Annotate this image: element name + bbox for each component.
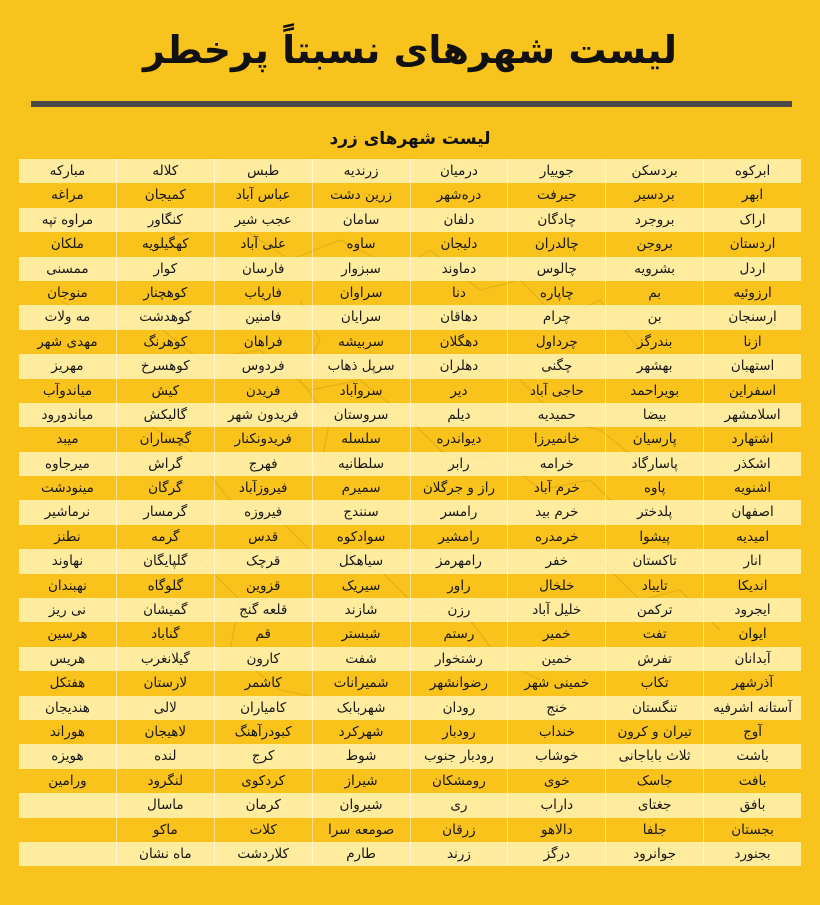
table-row [19, 183, 801, 207]
page-title: لیست شهرهای نسبتاً پرخطر [142, 28, 678, 72]
city-cell: کلات [214, 818, 312, 842]
city-cell: عباس آباد [214, 183, 312, 207]
city-cell: گرمسار [116, 500, 214, 524]
city-cell: میاندورود [19, 403, 116, 427]
city-cell: اردل [703, 257, 801, 281]
table-row [19, 427, 801, 451]
city-cell: زرند [410, 842, 508, 866]
city-cell: امیدیه [703, 525, 801, 549]
city-cell: مهریز [19, 354, 116, 378]
city-cell: خنداب [507, 720, 605, 744]
city-cell: گرگان [116, 476, 214, 500]
city-cell: چادگان [507, 208, 605, 232]
city-cell: بروجن [605, 232, 703, 256]
city-cell: دماوند [410, 257, 508, 281]
city-cell: کردکوی [214, 769, 312, 793]
city-cell: فریدون شهر [214, 403, 312, 427]
city-cell: دهاقان [410, 305, 508, 329]
table-row [19, 403, 801, 427]
city-cell: سرپل ذهاب [312, 354, 410, 378]
city-cell: جغتای [605, 793, 703, 817]
city-cell: مبارکه [19, 159, 116, 183]
table-row [19, 476, 801, 500]
city-cell: کیش [116, 379, 214, 403]
city-cell: کلاله [116, 159, 214, 183]
city-cell: رامشیر [410, 525, 508, 549]
city-cell: خمین [507, 647, 605, 671]
city-cell: سروستان [312, 403, 410, 427]
city-cell: فهرج [214, 452, 312, 476]
city-cell: چگنی [507, 354, 605, 378]
city-cell: مراوه تپه [19, 208, 116, 232]
city-cell: خلیل آباد [507, 598, 605, 622]
city-cell: جوییار [507, 159, 605, 183]
city-cell: فریدونکنار [214, 427, 312, 451]
city-cell: گالیکش [116, 403, 214, 427]
city-cell: علی آباد [214, 232, 312, 256]
city-cell: رشتخوار [410, 647, 508, 671]
city-cell: ترکمن [605, 598, 703, 622]
city-cell: زرقان [410, 818, 508, 842]
city-cell: رامسر [410, 500, 508, 524]
city-cell: رومشکان [410, 769, 508, 793]
city-cell: خلخال [507, 574, 605, 598]
city-cell: رودبار [410, 720, 508, 744]
table-row [19, 500, 801, 524]
city-cell: ایجرود [703, 598, 801, 622]
city-cell: رزن [410, 598, 508, 622]
city-cell: نی ریز [19, 598, 116, 622]
city-cell: مهدی شهر [19, 330, 116, 354]
city-cell: گمیشان [116, 598, 214, 622]
city-cell: قدس [214, 525, 312, 549]
city-cell: دهگلان [410, 330, 508, 354]
table-subtitle: لیست شهرهای زرد [329, 129, 491, 149]
city-cell: جوانرود [605, 842, 703, 866]
city-cell: ایوان [703, 622, 801, 646]
city-cell: سامان [312, 208, 410, 232]
city-cell: فراهان [214, 330, 312, 354]
city-cell: پاوه [605, 476, 703, 500]
city-cell: میاندوآب [19, 379, 116, 403]
city-cell: شیروان [312, 793, 410, 817]
table-row [19, 574, 801, 598]
city-cell: اصفهان [703, 500, 801, 524]
city-cell: دهلران [410, 354, 508, 378]
city-cell: دالاهو [507, 818, 605, 842]
city-cell: اردستان [703, 232, 801, 256]
city-cell: اندیکا [703, 574, 801, 598]
city-cell: عجب شیر [214, 208, 312, 232]
city-cell: حمیدیه [507, 403, 605, 427]
city-cell: مینودشت [19, 476, 116, 500]
city-cell: تایباد [605, 574, 703, 598]
city-cell: لنگرود [116, 769, 214, 793]
city-cell: جیرفت [507, 183, 605, 207]
table-row [19, 354, 801, 378]
city-cell: سروآباد [312, 379, 410, 403]
city-cell: شفت [312, 647, 410, 671]
city-cell: سمیرم [312, 476, 410, 500]
city-cell: کوهدشت [116, 305, 214, 329]
city-cell: زرندیه [312, 159, 410, 183]
city-cell: هریس [19, 647, 116, 671]
city-cell: لاهیجان [116, 720, 214, 744]
table-row [19, 208, 801, 232]
city-cell: بیضا [605, 403, 703, 427]
city-cell: بافت [703, 769, 801, 793]
city-cell: کبودرآهنگ [214, 720, 312, 744]
table-row [19, 232, 801, 256]
city-cell: شهرکرد [312, 720, 410, 744]
city-cell: جاسک [605, 769, 703, 793]
city-cell: سوادکوه [312, 525, 410, 549]
table-row [19, 525, 801, 549]
city-cell: قلعه گنج [214, 598, 312, 622]
city-cell: انار [703, 549, 801, 573]
city-cell: هندیجان [19, 696, 116, 720]
city-cell: خمینی شهر [507, 671, 605, 695]
city-cell: خرم بید [507, 500, 605, 524]
city-cell: اسلامشهر [703, 403, 801, 427]
city-cell: تاکستان [605, 549, 703, 573]
city-cell: کوار [116, 257, 214, 281]
city-cell: جلفا [605, 818, 703, 842]
city-cell: کنگاور [116, 208, 214, 232]
city-cell: لارستان [116, 671, 214, 695]
city-cell: اسفراین [703, 379, 801, 403]
city-cell: پاسارگاد [605, 452, 703, 476]
table-row [19, 744, 801, 768]
city-cell [19, 818, 116, 842]
city-cell: ارسنجان [703, 305, 801, 329]
city-cell: دنا [410, 281, 508, 305]
city-cell: گچساران [116, 427, 214, 451]
city-cell: پیشوا [605, 525, 703, 549]
table-row [19, 452, 801, 476]
table-row [19, 622, 801, 646]
city-cell: ماکو [116, 818, 214, 842]
city-cell: دیواندره [410, 427, 508, 451]
table-row [19, 647, 801, 671]
city-cell: بردسکن [605, 159, 703, 183]
table-row [19, 696, 801, 720]
city-cell: بجستان [703, 818, 801, 842]
city-cell: بهشهر [605, 354, 703, 378]
table-row [19, 598, 801, 622]
city-cell: قم [214, 622, 312, 646]
city-cell: هوراند [19, 720, 116, 744]
table-row [19, 671, 801, 695]
city-cell: منوجان [19, 281, 116, 305]
table-row [19, 769, 801, 793]
city-cell: چرداول [507, 330, 605, 354]
city-cell: فامنین [214, 305, 312, 329]
table-row [19, 842, 801, 866]
city-cell: راور [410, 574, 508, 598]
city-cell: آذرشهر [703, 671, 801, 695]
city-cell: نطنز [19, 525, 116, 549]
city-cell: رامهرمز [410, 549, 508, 573]
city-cell: اشکذر [703, 452, 801, 476]
city-cell: ماسال [116, 793, 214, 817]
city-cell: آستانه اشرفیه [703, 696, 801, 720]
city-cell: کارون [214, 647, 312, 671]
city-cell: مه ولات [19, 305, 116, 329]
city-cell: بشرویه [605, 257, 703, 281]
city-cell: بن [605, 305, 703, 329]
city-cell: گلوگاه [116, 574, 214, 598]
city-cell: گرمه [116, 525, 214, 549]
city-cell: بروجرد [605, 208, 703, 232]
city-cell: قزوین [214, 574, 312, 598]
city-cell: ثلاث باباجانی [605, 744, 703, 768]
city-cell: بویراحمد [605, 379, 703, 403]
city-cell: خرمدره [507, 525, 605, 549]
city-cell: کهگیلویه [116, 232, 214, 256]
city-cell: تفرش [605, 647, 703, 671]
city-cell: دیر [410, 379, 508, 403]
table-row [19, 159, 801, 183]
city-cell: داراب [507, 793, 605, 817]
city-cell: شهربابک [312, 696, 410, 720]
city-cell: فیروزه [214, 500, 312, 524]
table-row [19, 379, 801, 403]
city-cell: اراک [703, 208, 801, 232]
table-row [19, 818, 801, 842]
city-cell: رودان [410, 696, 508, 720]
city-cell: استهبان [703, 354, 801, 378]
city-cell: دره‌شهر [410, 183, 508, 207]
city-cell: ممسنی [19, 257, 116, 281]
city-cell: تفت [605, 622, 703, 646]
city-cell: چالدران [507, 232, 605, 256]
city-cell: سیاهکل [312, 549, 410, 573]
city-cell: سنندج [312, 500, 410, 524]
city-cell: کلاردشت [214, 842, 312, 866]
city-cell: خنج [507, 696, 605, 720]
city-cell: قرچک [214, 549, 312, 573]
city-cell: خرامه [507, 452, 605, 476]
city-cell: لالی [116, 696, 214, 720]
city-cell: ارزوئیه [703, 281, 801, 305]
city-cell: فارسان [214, 257, 312, 281]
city-cell: نهاوند [19, 549, 116, 573]
city-cell: دیلم [410, 403, 508, 427]
city-cell: لنده [116, 744, 214, 768]
city-cell: کوهرنگ [116, 330, 214, 354]
city-cell: آبدانان [703, 647, 801, 671]
city-cell: سلسله [312, 427, 410, 451]
city-cell: ساوه [312, 232, 410, 256]
city-cell: رضوانشهر [410, 671, 508, 695]
city-cell: شبستر [312, 622, 410, 646]
city-cell: فاریاب [214, 281, 312, 305]
table-row [19, 257, 801, 281]
city-cell: خانمیرزا [507, 427, 605, 451]
city-cell: اشتهارد [703, 427, 801, 451]
city-cell: خوی [507, 769, 605, 793]
city-cell: راز و جرگلان [410, 476, 508, 500]
city-cell: رستم [410, 622, 508, 646]
table-row [19, 549, 801, 573]
city-cell: سرایان [312, 305, 410, 329]
city-cell: گیلانغرب [116, 647, 214, 671]
city-cell: تکاب [605, 671, 703, 695]
title-divider [31, 101, 792, 107]
city-cell: سیریک [312, 574, 410, 598]
city-cell: گلپایگان [116, 549, 214, 573]
city-cell: صومعه سرا [312, 818, 410, 842]
city-cell: زرین دشت [312, 183, 410, 207]
city-cell: کوهسرخ [116, 354, 214, 378]
table-row [19, 793, 801, 817]
city-cell: ماه نشان [116, 842, 214, 866]
city-cell: دلیجان [410, 232, 508, 256]
city-cell: ملکان [19, 232, 116, 256]
city-cell [19, 793, 116, 817]
city-cell: رودبار جنوب [410, 744, 508, 768]
city-cell: خفر [507, 549, 605, 573]
city-cell: دلفان [410, 208, 508, 232]
city-cell: تنگستان [605, 696, 703, 720]
city-cell: ورامین [19, 769, 116, 793]
city-table [19, 159, 801, 866]
city-cell: طبس [214, 159, 312, 183]
city-cell: میبد [19, 427, 116, 451]
city-cell: بافق [703, 793, 801, 817]
city-cell: میرجاوه [19, 452, 116, 476]
city-cell: گناباد [116, 622, 214, 646]
city-cell: شیراز [312, 769, 410, 793]
city-cell: کمیجان [116, 183, 214, 207]
city-cell: تیران و کرون [605, 720, 703, 744]
city-cell: بم [605, 281, 703, 305]
city-cell: کرج [214, 744, 312, 768]
city-cell: حاجی آباد [507, 379, 605, 403]
city-cell: سربیشه [312, 330, 410, 354]
city-cell: نرماشیر [19, 500, 116, 524]
city-cell: بردسیر [605, 183, 703, 207]
city-cell: ازنا [703, 330, 801, 354]
city-cell: هرسین [19, 622, 116, 646]
city-cell: چالوس [507, 257, 605, 281]
city-cell: چاپاره [507, 281, 605, 305]
city-cell [19, 842, 116, 866]
table-row [19, 720, 801, 744]
city-cell: کرمان [214, 793, 312, 817]
table-row [19, 330, 801, 354]
city-cell: درگز [507, 842, 605, 866]
city-cell: مراغه [19, 183, 116, 207]
city-cell: بندرگز [605, 330, 703, 354]
city-cell: پلدختر [605, 500, 703, 524]
city-cell: خمیر [507, 622, 605, 646]
city-cell: آوج [703, 720, 801, 744]
city-cell: اشنویه [703, 476, 801, 500]
city-cell: پارسیان [605, 427, 703, 451]
table-row [19, 305, 801, 329]
city-cell: سلطانیه [312, 452, 410, 476]
city-cell: شمیرانات [312, 671, 410, 695]
city-cell: طارم [312, 842, 410, 866]
city-cell: چرام [507, 305, 605, 329]
city-cell: هویزه [19, 744, 116, 768]
city-cell: فریدن [214, 379, 312, 403]
city-cell: هفتکل [19, 671, 116, 695]
city-cell: گراش [116, 452, 214, 476]
city-cell: فردوس [214, 354, 312, 378]
city-cell: کامیاران [214, 696, 312, 720]
city-cell: باشت [703, 744, 801, 768]
city-cell: درمیان [410, 159, 508, 183]
city-cell: نهبندان [19, 574, 116, 598]
city-cell: کاشمر [214, 671, 312, 695]
city-cell: فیروزآباد [214, 476, 312, 500]
city-cell: رابر [410, 452, 508, 476]
city-cell: ابرکوه [703, 159, 801, 183]
city-cell: خوشاب [507, 744, 605, 768]
city-cell: کوهچنار [116, 281, 214, 305]
city-cell: شوط [312, 744, 410, 768]
city-cell: بجنورد [703, 842, 801, 866]
city-cell: شازند [312, 598, 410, 622]
table-row [19, 281, 801, 305]
city-cell: سراوان [312, 281, 410, 305]
city-cell: ابهر [703, 183, 801, 207]
city-cell: خرم آباد [507, 476, 605, 500]
city-cell: ری [410, 793, 508, 817]
city-cell: سبزوار [312, 257, 410, 281]
